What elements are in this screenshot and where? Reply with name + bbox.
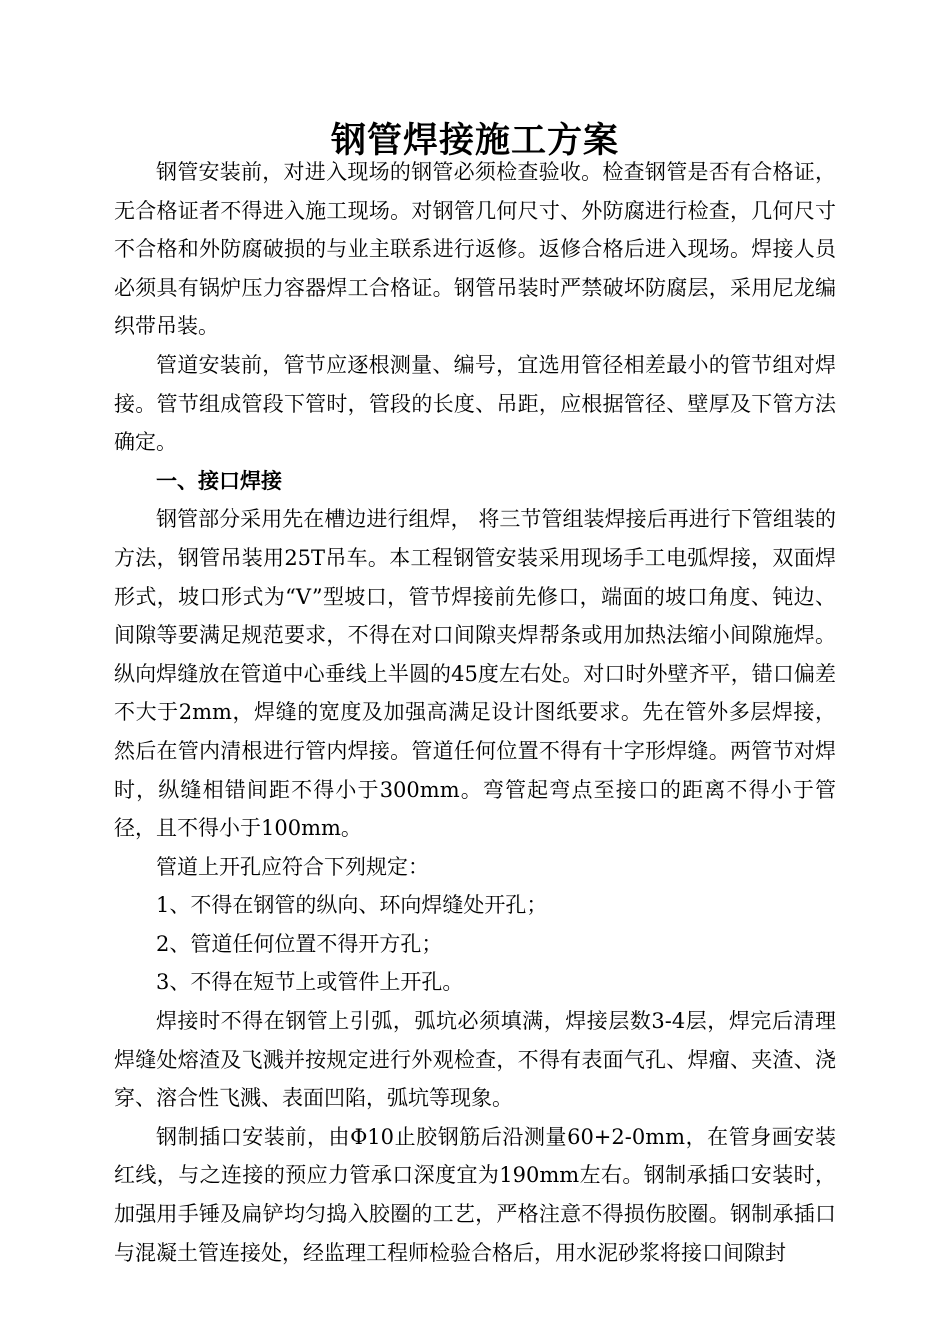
section-heading-joint-welding: 一、接口焊接 <box>156 468 282 493</box>
list-item-rule-2: 2、管道任何位置不得开方孔； <box>156 931 443 956</box>
paragraph-opening-rules-intro: 管道上开孔应符合下列规定： <box>156 854 429 879</box>
list-item-rule-1: 1、不得在钢管的纵向、环向焊缝处开孔； <box>156 893 548 918</box>
paragraph-socket-installation: 钢制插口安装前，由Φ10止胶钢筋后沿测量60+2-0mm，在管身画安装红线，与之连接的预应力管承口深度宜为190mm左右。钢制承插口安装时，加强用手锤及扁铲均匀捣入胶圈的工艺，严格注意不得损伤胶圈。钢制承插口与混凝土管连接处，经监理工程师检验合格后，用水泥砂浆将接口间隙封 <box>114 1124 836 1265</box>
paragraph-inspection: 钢管安装前，对进入现场的钢管必须检查验收。检查钢管是否有合格证，无合格证者不得进入施工现场。对钢管几何尺寸、外防腐进行检查，几何尺寸不合格和外防腐破损的与业主联系进行返修。返修合格后进入现场。焊接人员必须具有锅炉压力容器焊工合格证。钢管吊装时严禁破坏防腐层，采用尼龙编织带吊装。 <box>114 160 836 339</box>
document-body <box>114 153 836 1272</box>
list-item-rule-3: 3、不得在短节上或管件上开孔。 <box>156 970 464 995</box>
paragraph-welding-quality: 焊接时不得在钢管上引弧，弧坑必须填满，焊接层数3-4层，焊完后清理焊缝处熔渣及飞溅并按规定进行外观检查，不得有表面气孔、焊瘤、夹渣、浇穿、溶合性飞溅、表面凹陷，弧坑等现象。 <box>114 1009 836 1111</box>
paragraph-welding-method: 钢管部分采用先在槽边进行组焊， 将三节管组装焊接后再进行下管组装的方法，钢管吊装用25T吊车。本工程钢管安装采用现场手工电弧焊接，双面焊形式，坡口形式为“V”型坡口，管节焊接前先修口，端面的坡口角度、钝边、间隙等要满足规范要求，不得在对口间隙夹焊帮条或用加热法缩小间隙施焊。纵向焊缝放在管道中心垂线上半圆的45度左右处。对口时外壁齐平，错口偏差不大于2mm，焊缝的宽度及加强高满足设计图纸要求。先在管外多层焊接，然后在管内清根进行管内焊接。管道任何位置不得有十字形焊缝。两管节对焊时，纵缝相错间距不得小于300mm。弯管起弯点至接口的距离不得小于管径，且不得小于100mm。 <box>114 507 836 841</box>
page-title: 钢管焊接施工方案 <box>330 120 619 161</box>
paragraph-pipe-installation: 管道安装前，管节应逐根测量、编号，宜选用管径相差最小的管节组对焊接。管节组成管段下管时，管段的长度、吊距，应根据管径、壁厚及下管方法确定。 <box>114 352 836 455</box>
